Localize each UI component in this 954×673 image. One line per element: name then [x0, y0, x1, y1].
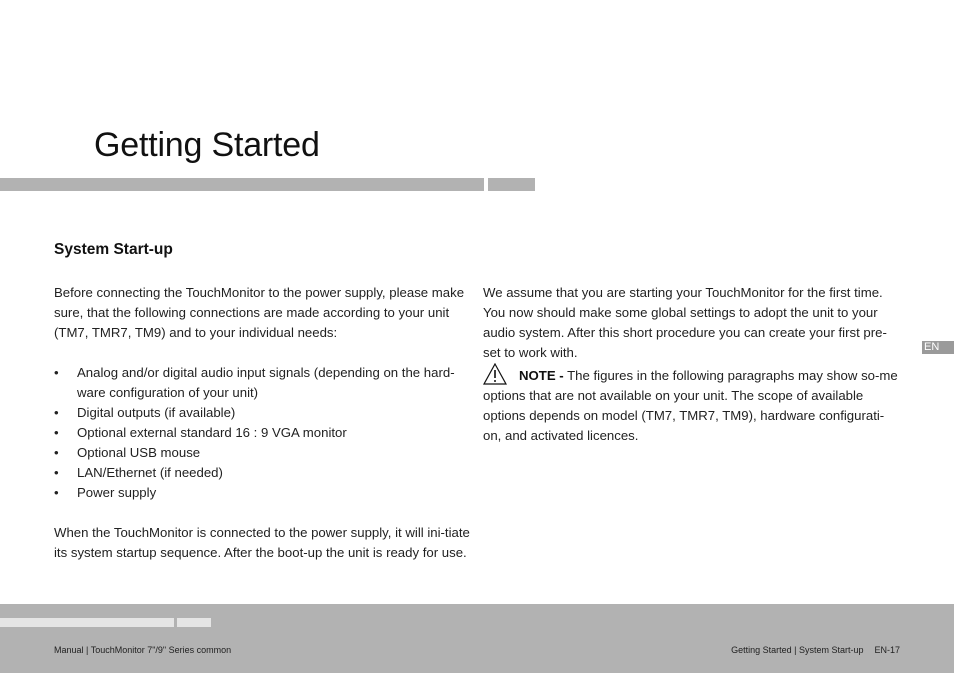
note-text: The figures in the following paragraphs may show so-me options that are not available on your unit. The scope of available options depends on model (TM7, TMR7, TM9), hardware configurati-on, and activated licences.: [483, 368, 898, 443]
page-title: Getting Started: [94, 126, 320, 164]
note-label: NOTE -: [519, 368, 564, 383]
bullet-icon: •: [54, 465, 59, 480]
list-item: [54, 363, 472, 403]
footer-section-info: [731, 645, 900, 655]
footer-bar-accent: [177, 618, 211, 627]
bullet-icon: •: [54, 425, 59, 440]
list-item-text: Optional external standard 16 : 9 VGA monitor: [77, 425, 347, 440]
list-item: [54, 403, 472, 423]
list-item-text: Analog and/or digital audio input signals (depending on the hard-ware configuration of your unit): [77, 365, 455, 400]
footer-section-path: Getting Started | System Start-up: [731, 645, 864, 655]
left-column: [54, 283, 472, 563]
bullet-icon: •: [54, 485, 59, 500]
connections-list: [54, 363, 472, 503]
language-tab: EN: [922, 341, 954, 354]
page-number: EN-17: [874, 645, 900, 655]
footer-bar: [0, 618, 174, 627]
intro-paragraph: Before connecting the TouchMonitor to the power supply, please make sure, that the following connections are made according to your unit (TM7, TMR7, TM9) and to your individual needs:: [54, 285, 465, 340]
bullet-icon: •: [54, 365, 59, 380]
list-item: [54, 483, 472, 503]
list-item-text: Digital outputs (if available): [77, 405, 236, 420]
bullet-icon: •: [54, 445, 59, 460]
warning-triangle-icon: [483, 363, 507, 385]
intro-paragraph: We assume that you are starting your TouchMonitor for the first time. You now should make some global settings to adopt the unit to your audio system. After this short procedure you can create your first pre-set to work with.: [483, 285, 887, 360]
list-item-text: LAN/Ethernet (if needed): [77, 465, 223, 480]
list-item-text: Power supply: [77, 485, 157, 500]
right-column: [483, 283, 901, 446]
list-item: [54, 443, 472, 463]
footer-document-title: Manual | TouchMonitor 7"/9" Series common: [54, 645, 232, 655]
section-heading: System Start-up: [54, 241, 173, 258]
list-item: [54, 423, 472, 443]
list-item-text: Optional USB mouse: [77, 445, 201, 460]
outro-paragraph: When the TouchMonitor is connected to the power supply, it will ini-tiate its system startup sequence. After the boot-up the unit is ready for use.: [54, 525, 470, 560]
note-paragraph: [483, 363, 901, 446]
title-underline-accent: [488, 178, 535, 191]
list-item: [54, 463, 472, 483]
footer: [0, 604, 954, 673]
title-underline-bar: [0, 178, 484, 191]
bullet-icon: •: [54, 405, 59, 420]
